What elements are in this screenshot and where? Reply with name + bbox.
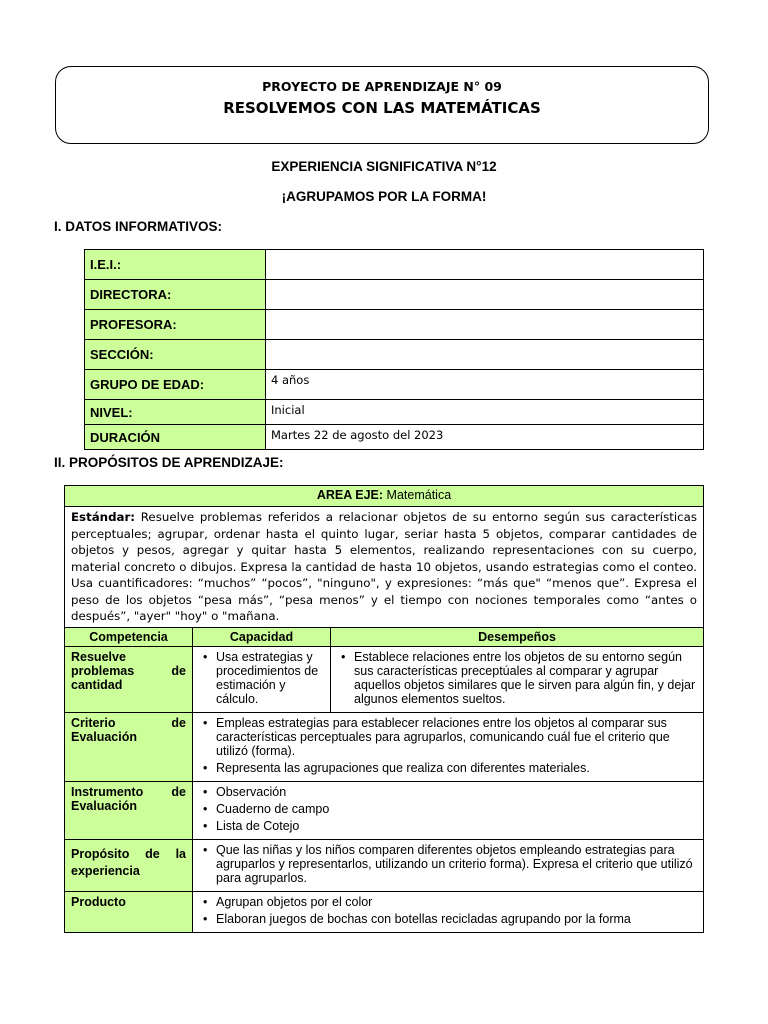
project-title: RESOLVEMOS CON LAS MATEMÁTICAS xyxy=(223,99,541,117)
info-value: Martes 22 de agosto del 2023 xyxy=(266,425,704,450)
info-value xyxy=(266,340,704,370)
criterio-item: • Representa las agrupaciones que realiza con diferentes materiales. xyxy=(216,761,697,775)
capacidad-cell xyxy=(193,646,331,712)
info-value: Inicial xyxy=(266,400,704,425)
producto-item: • Elaboran juegos de bochas con botellas recicladas agrupando por la forma xyxy=(216,912,697,926)
standard-cell xyxy=(65,507,704,628)
area-value: Matemática xyxy=(386,488,452,502)
criterio-label: Criterio de Evaluación xyxy=(65,712,193,781)
desempeno-cell xyxy=(331,646,704,712)
info-value xyxy=(266,310,704,340)
info-row xyxy=(85,250,704,280)
info-row xyxy=(85,370,704,400)
proposito-label: Propósito de la experiencia xyxy=(65,839,193,891)
info-label: DURACIÓN xyxy=(85,425,266,450)
standard-text: Resuelve problemas referidos a relacionar objetos de su entorno según sus características perceptuales; agrupar, ordenar hasta el quinto lugar, seriar hasta 5 objetos, comparar cantidades de objetos y pesos, agregar y quitar hasta 5 elementos, realizando representaciones con su cuerpo, material concreto o dibujos. Expresa la cantidad de hasta 10 objetos, usando estrategias como el conteo. Usa cuantificadores: “muchos” “pocos”, "ninguno", y expresiones: “más que" “menos que”. Expresa el peso de los objetos “pesa más”, “pesa menos” y el tiempo con nociones temporales como “antes o después”, "ayer" "hoy" o "mañana. xyxy=(71,510,697,623)
proposito-cell xyxy=(193,839,704,891)
instrumento-label: Instrumento de Evaluación xyxy=(65,781,193,839)
producto-item: • Agrupan objetos por el color xyxy=(216,895,697,909)
info-label: PROFESORA: xyxy=(85,310,266,340)
info-value xyxy=(266,280,704,310)
info-value xyxy=(266,250,704,280)
instrumento-item: • Cuaderno de campo xyxy=(216,802,697,816)
experience-number: EXPERIENCIA SIGNIFICATIVA N°12 xyxy=(271,159,497,174)
instrumento-item: • Lista de Cotejo xyxy=(216,819,697,833)
info-row xyxy=(85,280,704,310)
info-row xyxy=(85,310,704,340)
info-label: SECCIÓN: xyxy=(85,340,266,370)
info-label: NIVEL: xyxy=(85,400,266,425)
project-header xyxy=(55,66,709,144)
area-label: AREA EJE: xyxy=(316,488,384,502)
criterio-item: • Empleas estrategias para establecer relaciones entre los objetos al comparar sus características perceptuales para agruparlos, comunicando cuál fue el criterio que utilizó (forma). xyxy=(216,716,697,758)
purposes-table xyxy=(64,485,704,933)
instrumento-cell xyxy=(193,781,704,839)
standard-label: Estándar: xyxy=(71,510,136,524)
section-2-heading: II. PROPÓSITOS DE APRENDIZAJE: xyxy=(54,455,284,470)
project-number: PROYECTO DE APRENDIZAJE N° 09 xyxy=(262,79,502,94)
info-value: 4 años xyxy=(266,370,704,400)
info-label: DIRECTORA: xyxy=(85,280,266,310)
col-header-desempenos: Desempeños xyxy=(331,627,704,646)
info-row xyxy=(85,400,704,425)
info-row xyxy=(85,340,704,370)
proposito-item: • Que las niñas y los niños comparen diferentes objetos empleando estrategias para agruparlos y representarlos, utilizando un criterio forma). Expresa el criterio que utilizó para agruparlos. xyxy=(216,843,697,885)
criterio-cell xyxy=(193,712,704,781)
instrumento-item: • Observación xyxy=(216,785,697,799)
section-1-heading: I. DATOS INFORMATIVOS: xyxy=(54,219,222,234)
producto-label: Producto xyxy=(65,891,193,932)
capacidad-item: • Usa estrategias y procedimientos de estimación y cálculo. xyxy=(216,650,324,706)
col-header-competencia: Competencia xyxy=(65,627,193,646)
col-header-capacidad: Capacidad xyxy=(193,627,331,646)
competencia-cell: Resuelve problemas de cantidad xyxy=(65,646,193,712)
experience-name: ¡AGRUPAMOS POR LA FORMA! xyxy=(281,189,487,204)
info-table xyxy=(84,249,704,450)
producto-cell xyxy=(193,891,704,932)
info-row xyxy=(85,425,704,450)
info-label: GRUPO DE EDAD: xyxy=(85,370,266,400)
desempeno-item: • Establece relaciones entre los objetos de su entorno según sus características preceptúales al comparar y agrupar aquellos objetos similares que le sirven para algún fin, y dejar algunos elementos sueltos. xyxy=(354,650,697,706)
info-label: I.E.I.: xyxy=(85,250,266,280)
area-cell xyxy=(65,486,704,507)
